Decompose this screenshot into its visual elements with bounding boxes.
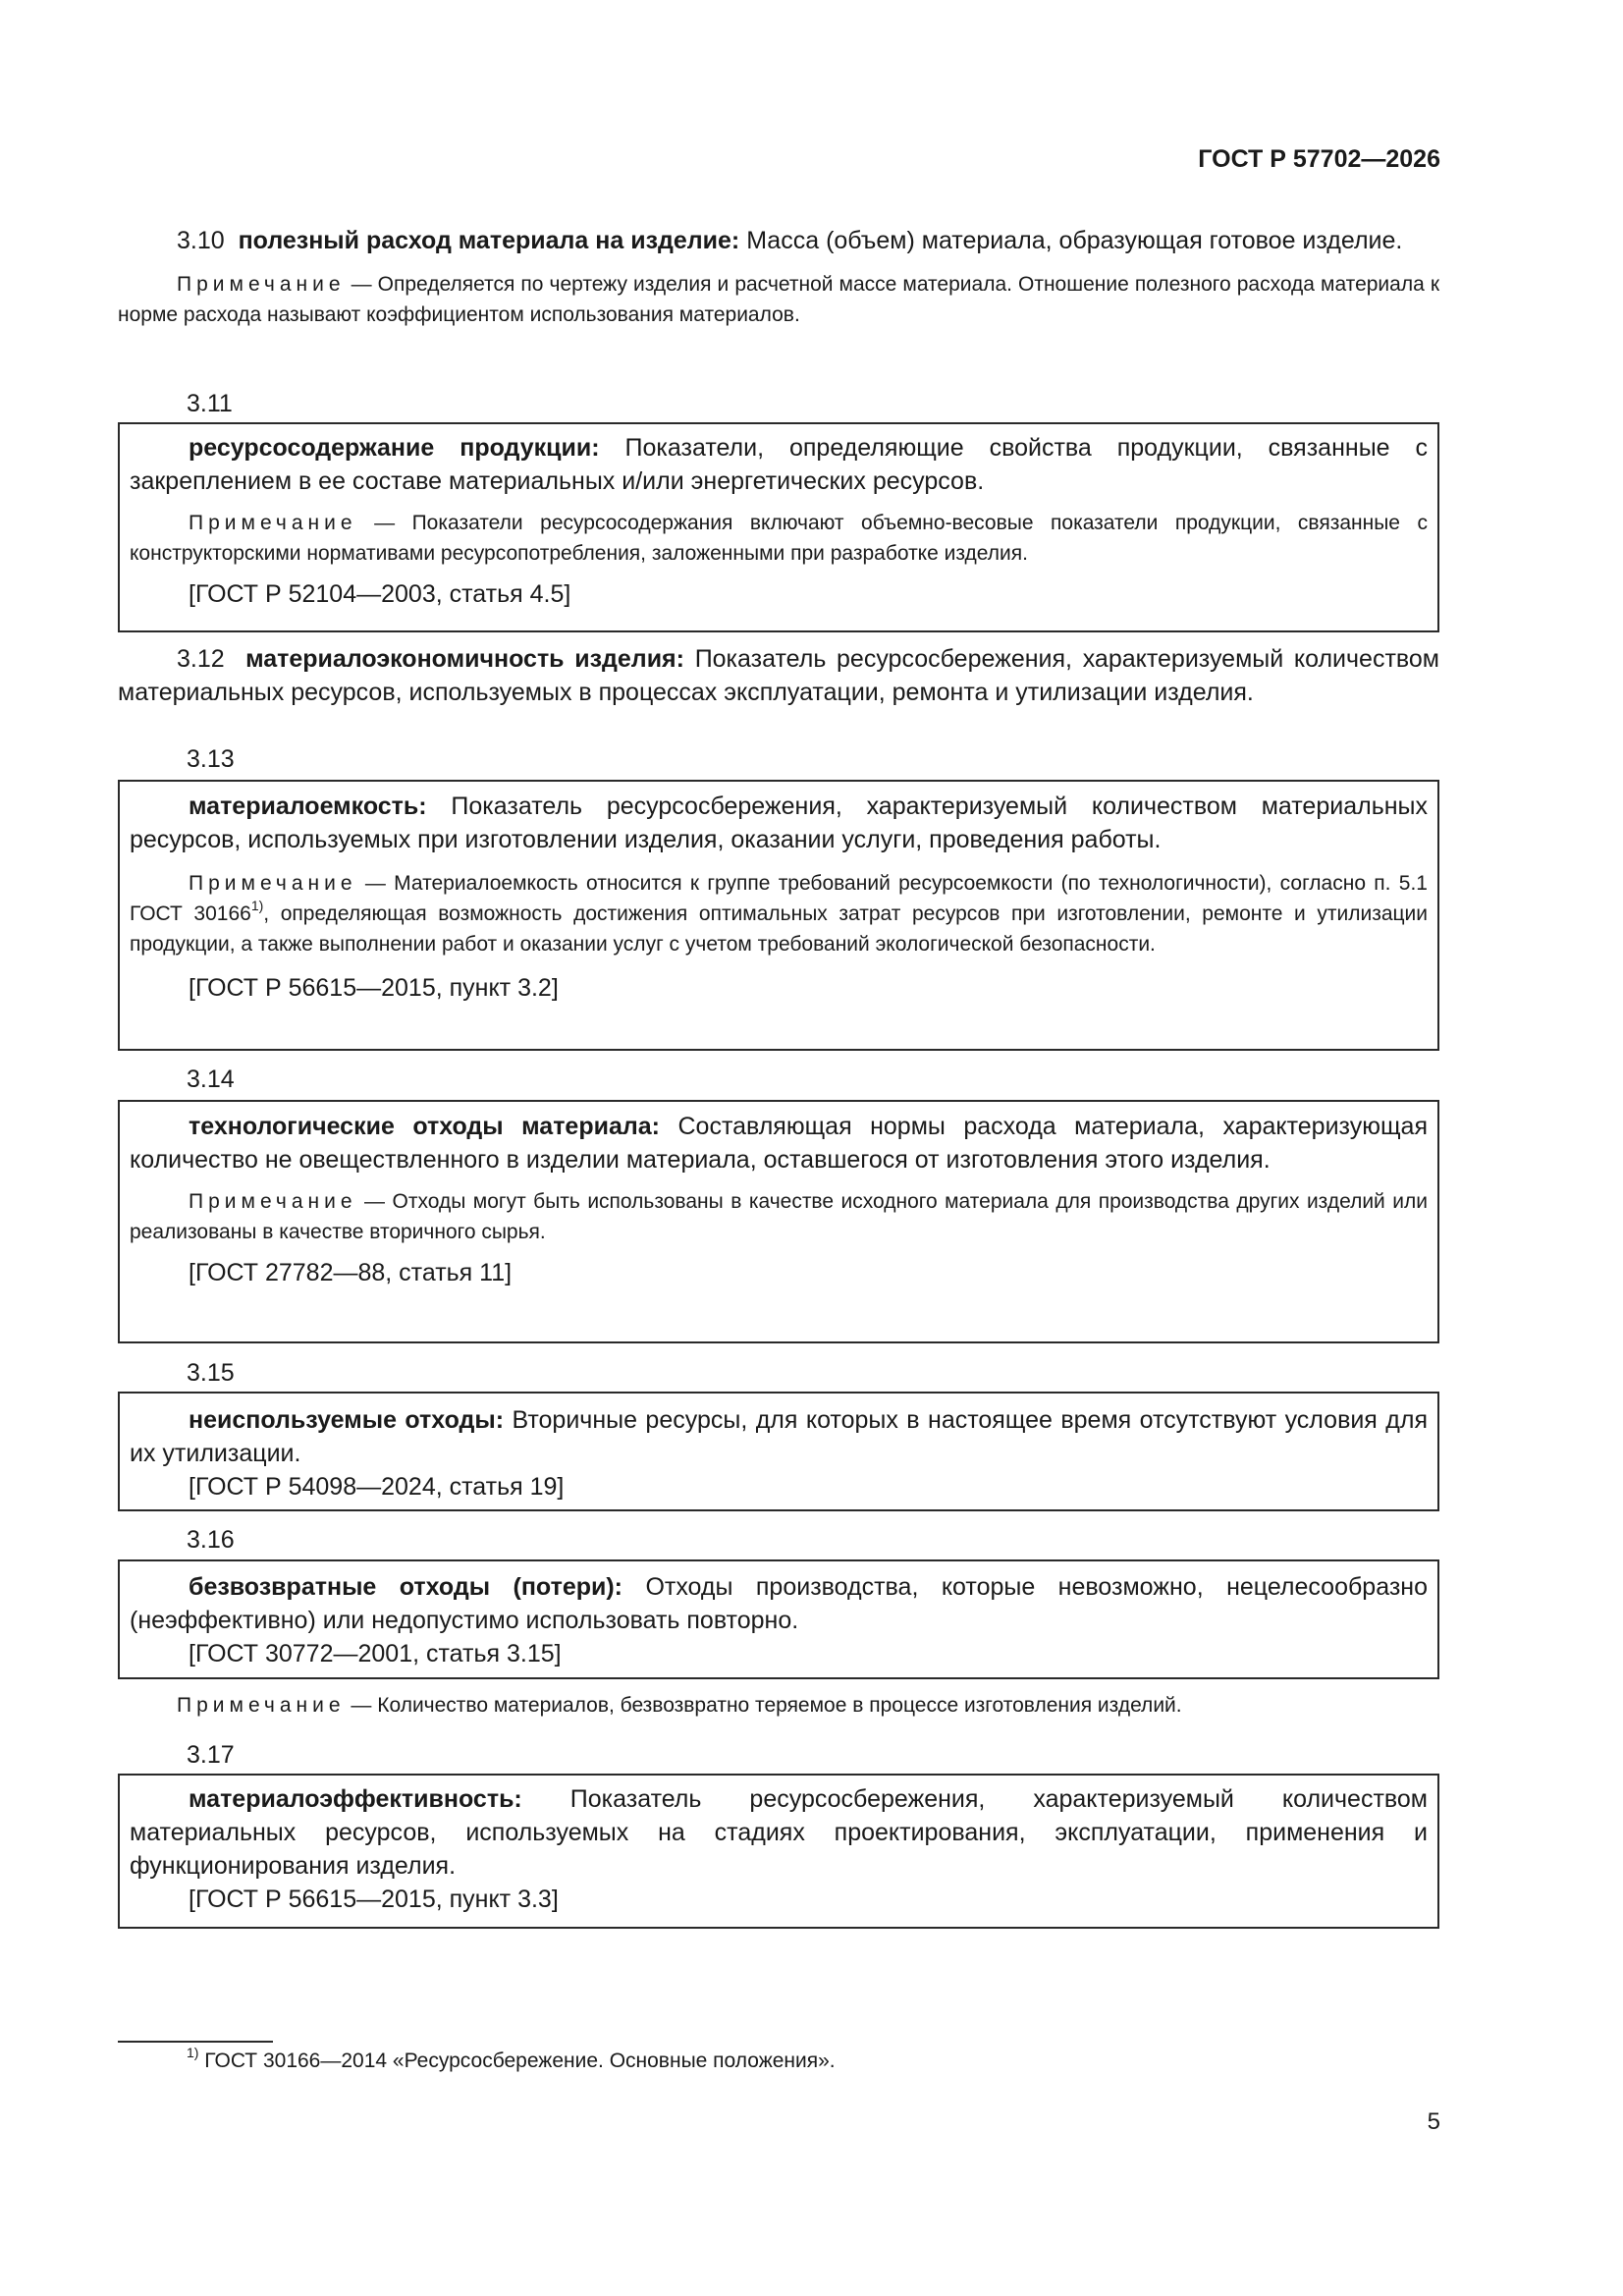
term-3-13-definition: материалоемкость: Показатель ресурсосбережения, характеризуемый количеством материальных ресурсов, используемых при изготовлении изделия, оказании услуги, проведения работы. xyxy=(130,793,1428,853)
term-3-10 xyxy=(118,224,1439,330)
term-3-13-box xyxy=(118,780,1439,1051)
footnote-ref-1: 1) xyxy=(250,898,264,913)
term-3-11-box xyxy=(118,422,1439,632)
footnote-mark: 1) xyxy=(187,2045,199,2060)
note-label: Примечание xyxy=(177,1694,346,1717)
term-3-10-note xyxy=(118,269,1439,330)
term-3-14-name: технологические отходы материала: xyxy=(189,1113,660,1140)
term-3-10-name: полезный расход материала на изделие: xyxy=(238,227,740,254)
footnote-text: ГОСТ 30166—2014 «Ресурсосбережение. Основные положения». xyxy=(204,2050,836,2072)
term-3-14-box xyxy=(118,1100,1439,1343)
term-3-16-note: Примечание — Количество материалов, безвозвратно теряемое в процессе изготовления изделий. xyxy=(177,1694,1182,1717)
term-3-14-number: 3.14 xyxy=(187,1066,235,1093)
term-3-15-number: 3.15 xyxy=(187,1359,235,1387)
term-3-16-definition: безвозвратные отходы (потери): Отходы производства, которые невозможно, нецелесообразно (неэффективно) или недопустимо использовать повторно. xyxy=(130,1573,1428,1634)
term-3-15-reference: [ГОСТ Р 54098—2024, статья 19] xyxy=(189,1473,565,1501)
note-label: Примечание xyxy=(189,1190,357,1213)
term-3-11-note: Примечание — Показатели ресурсосодержания включают объемно-весовые показатели продукции, связанные с конструкторскими нормативами ресурсопотребления, заложенными при разработке изделия. xyxy=(130,512,1428,565)
term-3-11-definition: ресурсосодержание продукции: Показатели, определяющие свойства продукции, связанные с закреплением в ее составе материальных и/или энергетических ресурсов. xyxy=(130,434,1428,495)
term-3-15-name: неиспользуемые отходы: xyxy=(189,1406,505,1434)
footnote-separator xyxy=(118,2041,273,2043)
footnote xyxy=(187,2046,836,2076)
term-3-11-name: ресурсосодержание продукции: xyxy=(189,434,600,462)
term-3-14-note: Примечание — Отходы могут быть использованы в качестве исходного материала для производства других изделий или реализованы в качестве вторичного сырья. xyxy=(130,1190,1428,1243)
term-3-15-definition: неиспользуемые отходы: Вторичные ресурсы, для которых в настоящее время отсутствуют условия для их утилизации. xyxy=(130,1406,1428,1467)
term-3-17-number: 3.17 xyxy=(187,1741,235,1769)
term-3-13-number: 3.13 xyxy=(187,745,235,773)
term-3-12-name: материалоэкономичность изделия: xyxy=(245,645,684,673)
term-3-12 xyxy=(118,642,1439,709)
term-3-12-definition: 3.12 материалоэкономичность изделия: Показатель ресурсосбережения, характеризуемый количеством материальных ресурсов, используемых в процессах эксплуатации, ремонта и утилизации изделия. xyxy=(118,645,1439,706)
term-3-10-number: 3.10 xyxy=(177,227,225,254)
term-3-16-box xyxy=(118,1559,1439,1679)
term-3-17-box xyxy=(118,1774,1439,1929)
term-3-15-box xyxy=(118,1392,1439,1511)
term-3-11-number: 3.11 xyxy=(187,390,233,417)
note-text: — Определяется по чертежу изделия и расчетной массе материала. Отношение полезного расхода материала к норме расхода называют коэффициентом использования материалов. xyxy=(118,273,1440,326)
term-3-17-name: материалоэффективность: xyxy=(189,1785,522,1813)
term-3-10-text: Масса (объем) материала, образующая готовое изделие. xyxy=(746,227,1403,254)
standard-code-header: ГОСТ Р 57702—2026 xyxy=(1198,145,1440,173)
term-3-16-name: безвозвратные отходы (потери): xyxy=(189,1573,623,1601)
term-3-13-reference: [ГОСТ Р 56615—2015, пункт 3.2] xyxy=(189,974,559,1002)
note-label: Примечание xyxy=(189,872,357,895)
term-3-16-reference: [ГОСТ 30772—2001, статья 3.15] xyxy=(189,1640,562,1667)
term-3-17-definition: материалоэффективность: Показатель ресурсосбережения, характеризуемый количеством материальных ресурсов, используемых на стадиях проектирования, эксплуатации, применения и функционирования изделия. xyxy=(130,1785,1428,1880)
term-3-14-reference: [ГОСТ 27782—88, статья 11] xyxy=(189,1259,513,1286)
term-3-11-reference: [ГОСТ Р 52104—2003, статья 4.5] xyxy=(189,580,571,608)
term-3-16-number: 3.16 xyxy=(187,1526,235,1554)
term-3-14-definition: технологические отходы материала: Составляющая нормы расхода материала, характеризующая количество не овеществленного в изделии материала, оставшегося от изготовления этого изделия. xyxy=(130,1113,1428,1174)
note-label: Примечание xyxy=(189,512,357,534)
page-number: 5 xyxy=(1427,2108,1440,2135)
term-3-13-note: Примечание — Материалоемкость относится к группе требований ресурсоемкости (по технологичности), согласно п. 5.1 ГОСТ 30166$^{1)}$, определяющая возможность достижения оптимальных затрат ресурсов при изготовлении, ремонте и утилизации продукции, а также выполнении работ и оказании услуг с учетом требований экологической безопасности. xyxy=(130,872,1428,956)
note-label: Примечание xyxy=(177,273,346,296)
term-3-17-reference: [ГОСТ Р 56615—2015, пункт 3.3] xyxy=(189,1886,559,1913)
term-3-10-definition xyxy=(118,224,1439,257)
term-3-13-name: материалоемкость: xyxy=(189,793,427,820)
